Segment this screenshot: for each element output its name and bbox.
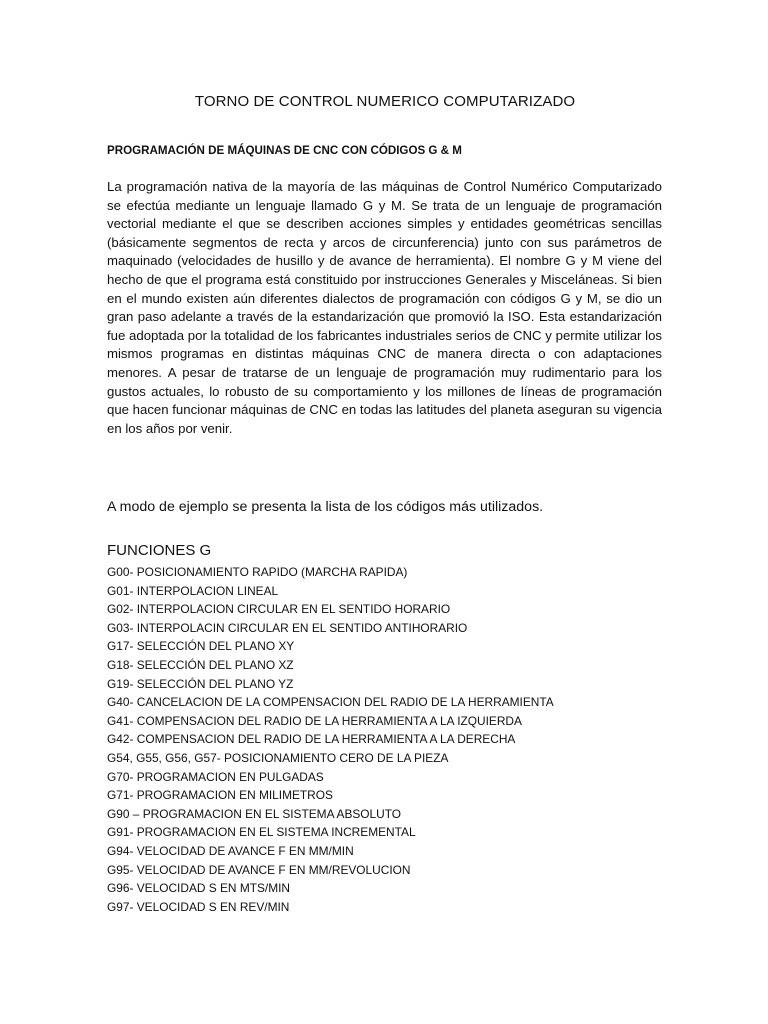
list-item: G00- POSICIONAMIENTO RAPIDO (MARCHA RAPIDA) — [107, 565, 408, 579]
list-item: G96- VELOCIDAD S EN MTS/MIN — [107, 881, 291, 896]
list-item: G17- SELECCIÓN DEL PLANO XY — [107, 639, 295, 654]
list-item: G91- PROGRAMACION EN EL SISTEMA INCREMENTAL — [107, 825, 416, 840]
list-item: G95- VELOCIDAD DE AVANCE F EN MM/REVOLUCION — [107, 862, 411, 877]
list-item: G03- INTERPOLACIN CIRCULAR EN EL SENTIDO ANTIHORARIO — [107, 620, 468, 635]
list-item: G01- INTERPOLACION LINEAL — [107, 583, 279, 598]
list-item: G94- VELOCIDAD DE AVANCE F EN MM/MIN — [107, 843, 354, 858]
body-paragraph: La programación nativa de la mayoría de las máquinas de Control Numérico Computarizado se efectúa mediante un lenguaje llamado G y M. Se trata de un lenguaje de programación vectorial mediante el que se describen acciones simples y entidades geométricas sencillas (básicamente segmentos de recta y arcos de circunferencia) junto con sus parámetros de maquinado (velocidades de husillo y de avance de herramienta). El nombre G y M viene del hecho de que el programa está constituido por instrucciones Generales y Misceláneas. Si bien en el mundo existen aún diferentes dialectos de programación con códigos G y M, se dio un gran paso adelante a través de la estandarización que promovió la ISO. Esta estandarización fue adoptada por la totalidad de los fabricantes industriales serios de CNC y permite utilizar los mismos programas en distintas máquinas CNC de manera directa o con adaptaciones menores. A pesar de tratarse de un lenguaje de programación muy rudimentario para los gustos actuales, lo robusto de su comportamiento y los millones de líneas de programación que hacen funcionar máquinas de CNC en todas las latitudes del planeta aseguran su vigencia en los años por venir. — [107, 179, 662, 436]
list-item: G42- COMPENSACION DEL RADIO DE LA HERRAMIENTA A LA DERECHA — [107, 732, 516, 747]
list-item: G41- COMPENSACION DEL RADIO DE LA HERRAMIENTA A LA IZQUIERDA — [107, 713, 522, 728]
list-item: G18- SELECCIÓN DEL PLANO XZ — [107, 657, 294, 672]
list-item: G90 – PROGRAMACION EN EL SISTEMA ABSOLUTO — [107, 806, 402, 821]
g-code-list — [107, 563, 554, 916]
list-item: G97- VELOCIDAD S EN REV/MIN — [107, 899, 290, 914]
list-item: G70- PROGRAMACION EN PULGADAS — [107, 769, 324, 784]
list-item: G54, G55, G56, G57- POSICIONAMIENTO CERO DE LA PIEZA — [107, 750, 449, 765]
functions-heading: FUNCIONES G — [107, 542, 212, 559]
list-item: G02- INTERPOLACION CIRCULAR EN EL SENTIDO HORARIO — [107, 602, 451, 617]
section-subtitle: PROGRAMACIÓN DE MÁQUINAS DE CNC CON CÓDIGOS G & M — [107, 144, 462, 157]
document-title: TORNO DE CONTROL NUMERICO COMPUTARIZADO — [194, 93, 576, 110]
intro-sentence: A modo de ejemplo se presenta la lista de los códigos más utilizados. — [107, 499, 544, 515]
list-item: G71- PROGRAMACION EN MILIMETROS — [107, 788, 333, 803]
list-item: G40- CANCELACION DE LA COMPENSACION DEL RADIO DE LA HERRAMIENTA — [107, 695, 554, 710]
list-item: G19- SELECCIÓN DEL PLANO YZ — [107, 676, 294, 691]
